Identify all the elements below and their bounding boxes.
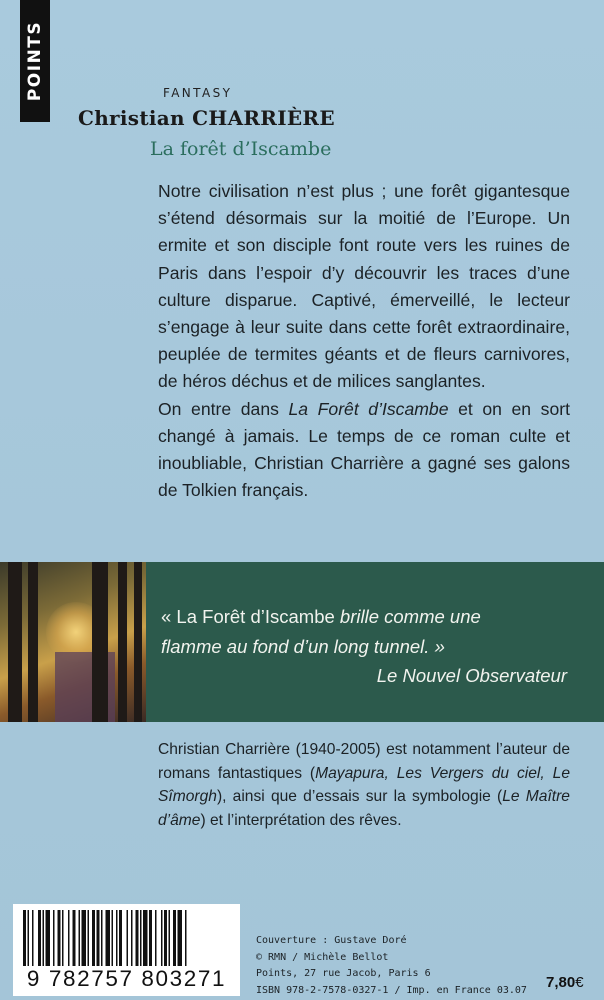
barcode-bar <box>112 910 114 966</box>
barcode-bar <box>23 910 26 966</box>
barcode-bar <box>97 910 100 966</box>
credit-isbn: ISBN 978-2-7578-0327-1 / Imp. en France 03.07 <box>256 984 527 996</box>
quote-line-1-italic: brille comme une <box>339 606 481 627</box>
barcode-bar <box>131 910 133 966</box>
barcode-bar <box>73 910 76 966</box>
quote-source: Le Nouvel Observateur <box>376 665 567 686</box>
barcode-bar <box>88 910 90 966</box>
barcode-bar <box>185 910 187 966</box>
barcode-bar <box>43 910 45 966</box>
barcode-bar <box>119 910 122 966</box>
barcode-bar <box>143 910 148 966</box>
credit-rights: © RMN / Michèle Bellot <box>256 951 389 963</box>
author-name: Christian CHARRIÈRE <box>78 106 335 130</box>
quote-line-1-plain: « La Forêt d’Iscambe <box>161 606 340 627</box>
barcode-bar <box>38 910 41 966</box>
credits <box>256 933 527 999</box>
press-quote <box>161 602 573 691</box>
barcode-bar <box>127 910 129 966</box>
barcode-bar <box>116 910 118 966</box>
barcode-bar <box>155 910 157 966</box>
bio-text-2: ), ainsi que d’essais sur la symbologie ( <box>216 788 503 805</box>
quote-line-1 <box>161 602 573 632</box>
blurb-p2-start: On entre dans <box>158 398 289 419</box>
barcode-digits: 9 782757 803271 <box>26 966 227 991</box>
barcode-bar <box>178 910 183 966</box>
credit-cover: Couverture : Gustave Doré <box>256 935 407 946</box>
bio-text-1: Christian Charrière (1940-2005) est notamment l’auteur de romans fantastiques ( <box>158 741 570 782</box>
barcode-bar <box>62 910 64 966</box>
book-title: La forêt d’Iscambe <box>150 138 332 160</box>
price-currency: € <box>575 974 584 991</box>
barcode-bar <box>136 910 139 966</box>
barcode <box>13 904 240 996</box>
barcode-bar <box>46 910 51 966</box>
publisher-logo <box>20 0 50 122</box>
barcode-bar <box>58 910 61 966</box>
bio-text-3: ) et l’interprétation des rêves. <box>200 811 402 829</box>
barcode-bar <box>28 910 30 966</box>
barcode-bar <box>164 910 167 966</box>
barcode-bar <box>68 910 70 966</box>
barcode-bar <box>79 910 81 966</box>
barcode-bar <box>149 910 152 966</box>
cover-illustration <box>0 562 146 722</box>
barcode-bar <box>82 910 87 966</box>
blurb <box>158 178 570 504</box>
barcode-bar <box>106 910 111 966</box>
barcode-bar <box>173 910 176 966</box>
author-bio <box>158 738 570 832</box>
price-amount: 7,80 <box>546 974 576 991</box>
bio-works-1: Mayapura, Les Vergers du ciel, Le Sîmorgh <box>158 764 570 805</box>
blurb-paragraph-1: Notre civilisation n’est plus ; une forêt gigantesque s’étend désormais sur la moitié de l’Europe. Un ermite et son disciple font route vers les ruines de Paris dans l’espoir d’y découvrir les traces d’une culture disparue. Captivé, émerveillé, le lecteur s’engage à leur suite dans cette forêt extraordinaire, peuplée de termites géants et de fleurs carnivores, de héros déchus et de milices sanglantes. <box>158 181 570 392</box>
barcode-bar <box>92 910 95 966</box>
quote-band <box>0 562 604 722</box>
quote-line-2: flamme au fond d’un long tunnel. » <box>161 635 445 657</box>
blurb-paragraph-2 <box>158 396 570 505</box>
price <box>546 974 584 991</box>
barcode-bar <box>53 910 55 966</box>
blurb-p2-end: et on en sort changé à jamais. Le temps de ce roman culte et inoubliable, Christian Charrière a gagné ses galons de Tolkien français. <box>158 398 570 501</box>
bio-works-2: Le Maître d’âme <box>158 788 570 829</box>
barcode-bar <box>101 910 103 966</box>
credit-address: Points, 27 rue Jacob, Paris 6 <box>256 968 431 979</box>
barcode-bar <box>169 910 171 966</box>
barcode-bars <box>23 910 230 966</box>
publisher-logo-text: POINTS <box>25 20 45 102</box>
barcode-bar <box>32 910 34 966</box>
barcode-bar <box>140 910 142 966</box>
blurb-p2-title: La Forêt d’Iscambe <box>288 398 449 419</box>
barcode-bar <box>161 910 163 966</box>
genre-label: FANTASY <box>163 86 233 100</box>
